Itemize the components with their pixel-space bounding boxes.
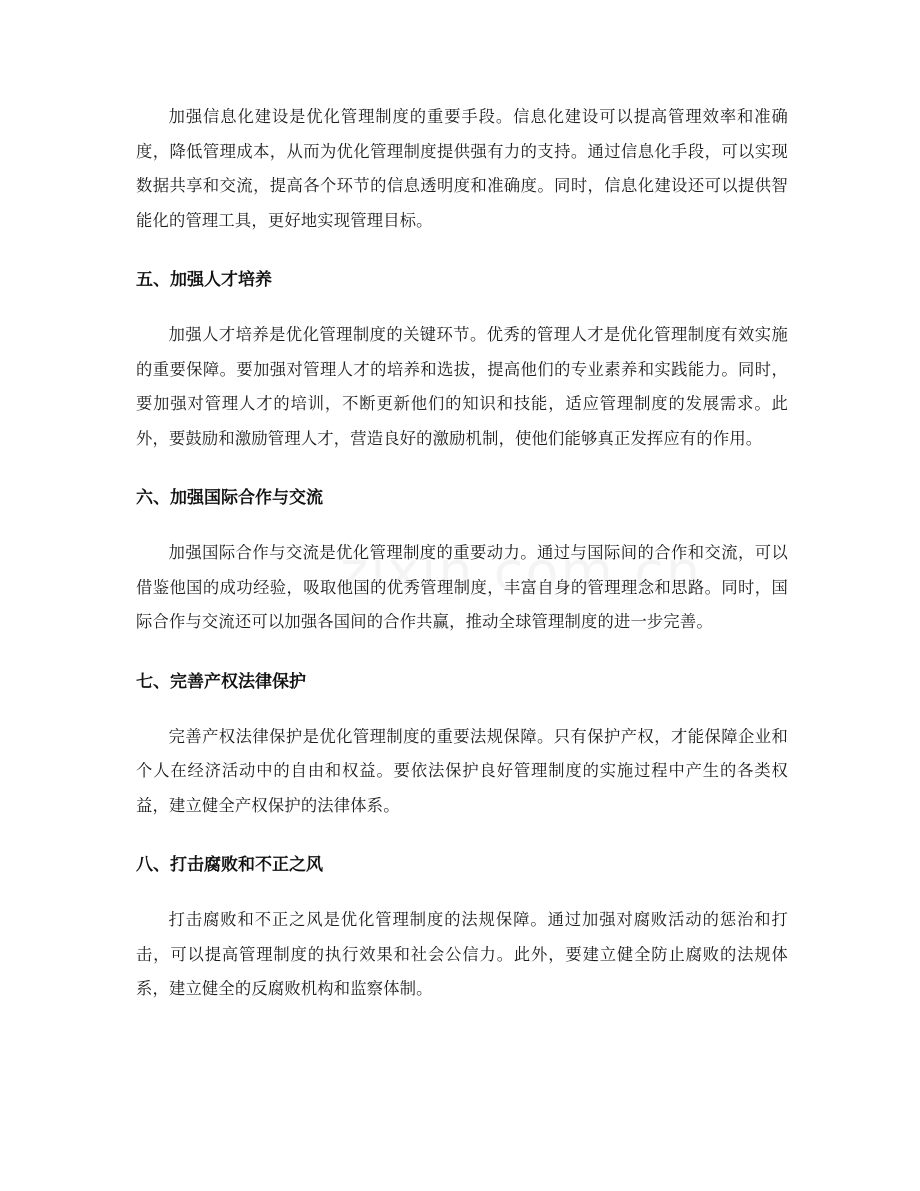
paragraph-talent-cultivation: 加强人才培养是优化管理制度的关键环节。优秀的管理人才是优化管理制度有效实施的重要保障。要加强对管理人才的培养和选拔，提高他们的专业素养和实践能力。同时，要加强对管理人才的培训，不断更新他们的知识和技能，适应管理制度的发展需求。此外，要鼓励和激励管理人才，营造良好的激励机制，使他们能够真正发挥应有的作用。 [136,325,788,448]
document-page [136,100,788,1007]
heading-property-rights: 七、完善产权法律保护 [136,671,306,692]
heading-anti-corruption: 八、打击腐败和不正之风 [136,855,323,875]
heading-talent-cultivation: 五、加强人才培养 [136,270,272,290]
paragraph-informatization: 加强信息化建设是优化管理制度的重要手段。信息化建设可以提高管理效率和准确度，降低管理成本，从而为优化管理制度提供强有力的支持。通过信息化手段，可以实现数据共享和交流，提高各个环节的信息透明度和准确度。同时，信息化建设还可以提供智能化的管理工具，更好地实现管理目标。 [136,107,788,230]
paragraph-anti-corruption: 打击腐败和不正之风是优化管理制度的法规保障。通过加强对腐败活动的惩治和打击，可以提高管理制度的执行效果和社会公信力。此外，要建立健全防止腐败的法规体系，建立健全的反腐败机构和监察体制。 [136,910,788,998]
heading-international-cooperation: 六、加强国际合作与交流 [136,488,323,508]
paragraph-property-rights: 完善产权法律保护是优化管理制度的重要法规保障。只有保护产权，才能保障企业和个人在经济活动中的自由和权益。要依法保护良好管理制度的实施过程中产生的各类权益，建立健全产权保护的法律体系。 [136,726,788,815]
paragraph-international-cooperation: 加强国际合作与交流是优化管理制度的重要动力。通过与国际间的合作和交流，可以借鉴他国的成功经验，吸取他国的优秀管理制度，丰富自身的管理理念和思路。同时，国际合作与交流还可以加强各国间的合作共赢，推动全球管理制度的进一步完善。 [136,543,788,631]
